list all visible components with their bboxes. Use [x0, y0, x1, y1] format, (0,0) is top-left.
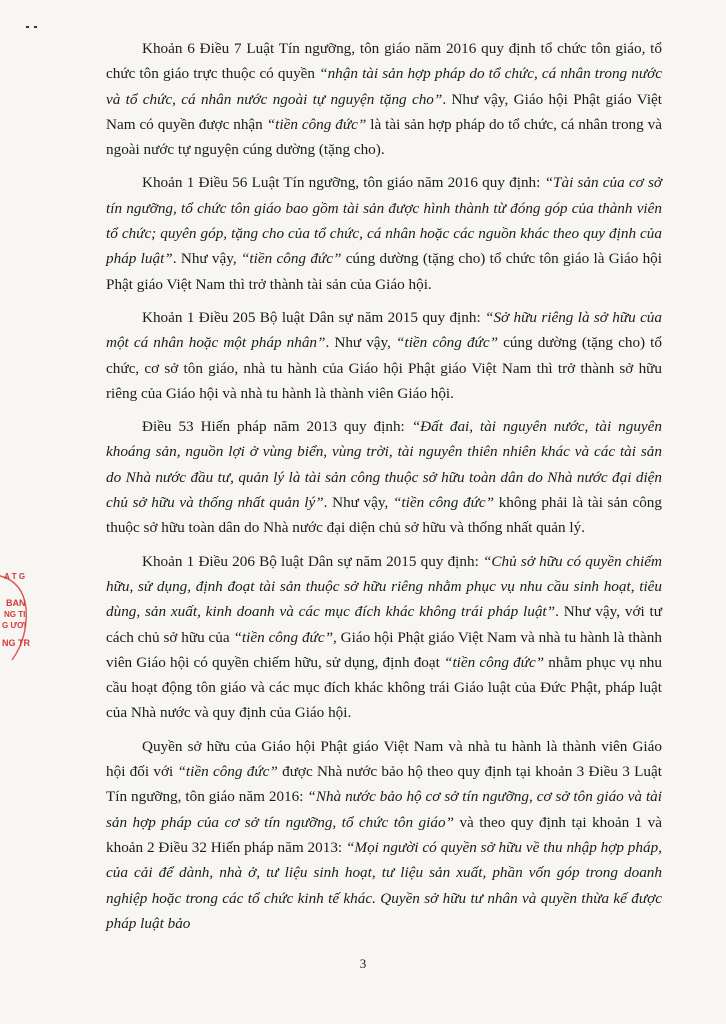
- body-text-segment: Khoản 1 Điều 206 Bộ luật Dân sự năm 2015 quy định:: [142, 552, 483, 570]
- body-text-segment: Quyền sở hữu của Giáo hội Phật giáo Việt Nam và nhà tu hành là thành viên Giáo hội đối với: [106, 737, 662, 781]
- page-number: 3: [359, 956, 367, 971]
- body-text-segment: . Như vậy,: [172, 250, 241, 268]
- quoted-text: “tiền công đức”: [266, 115, 367, 133]
- scan-mark: [26, 26, 42, 29]
- body-text-segment: Khoản 6 Điều 7 Luật Tín ngưỡng, tôn giáo năm 2016 quy định tổ chức tôn giáo, tổ chức tôn giáo trực thuộc có quyền: [106, 40, 662, 83]
- quoted-text: “tiền công đức”: [444, 653, 545, 671]
- quoted-text: “tiền công đức”: [396, 334, 499, 352]
- quoted-text: “tiền công đức”: [233, 628, 334, 646]
- red-seal-stamp: [0, 568, 30, 664]
- body-text-segment: Điều 53 Hiến pháp năm 2013 quy định:: [142, 418, 412, 436]
- body-text-segment: cúng dường (tặng cho) tổ chức, cơ sở tôn giáo, nhà tu hành của Giáo hội Phật giáo Việt Nam thì trở thành sở hữu riêng của Giáo hội và nhà tu hành là thành viên Giáo hội.: [106, 334, 662, 402]
- quoted-text: “Tài sản của cơ sở tín ngưỡng, tổ chức tôn giáo bao gồm tài sản được hình thành từ đóng góp của thành viên tổ chức; quyên góp, tặng cho của tổ chức, cá nhân hoặc các nguồn khác theo quy định của pháp luật”: [106, 174, 662, 268]
- body-text-segment: không phải là tài sản công thuộc sở hữu toàn dân do Nhà nước đại diện chủ sở hữu và thống nhất quản lý.: [106, 494, 662, 537]
- quoted-text: “Chủ sở hữu có quyền chiếm hữu, sử dụng, định đoạt tài sản thuộc sở hữu riêng nhằm phục vụ nhu cầu sinh hoạt, tiêu dùng, sản xuất, kinh doanh và các mục đích khác không trái pháp luật”: [106, 552, 662, 621]
- quoted-text: “Sở hữu riêng là sở hữu của một cá nhân hoặc một pháp nhân”: [106, 308, 662, 352]
- paragraph-1: [106, 36, 662, 162]
- body-text-segment: Khoản 1 Điều 56 Luật Tín ngưỡng, tôn giáo năm 2016 quy định:: [142, 174, 545, 192]
- stamp-line-4: G ƯƠI: [2, 621, 27, 630]
- paragraph-5: [106, 549, 662, 726]
- body-text-segment: . Như vậy,: [325, 334, 397, 352]
- body-text: [106, 36, 662, 944]
- body-text-segment: cúng dường (tặng cho) tổ chức tôn giáo là Giáo hội Phật giáo Việt Nam thì trở thành tài sản của Giáo hội.: [106, 250, 662, 293]
- paragraph-2: [106, 170, 662, 296]
- body-text-segment: nhằm phục vụ nhu cầu hoạt động tôn giáo và các mục đích khác không trái Giáo luật của Đức Phật, pháp luật của Nhà nước và quy định của Giáo hội.: [106, 653, 662, 722]
- quoted-text: “Đất đai, tài nguyên nước, tài nguyên khoáng sản, nguồn lợi ở vùng biển, vùng trời, tài nguyên thiên nhiên khác và các tài sản do Nhà nước đầu tư, quản lý là tài sản công thuộc sở hữu toàn dân do Nhà nước đại diện chủ sở hữu và thống nhất quản lý”: [106, 418, 662, 512]
- body-text-segment: . Như vậy, với tư cách chủ sở hữu của: [106, 603, 662, 646]
- body-text-segment: , Giáo hội Phật giáo Việt Nam và nhà tu hành là thành viên Giáo hội có quyền chiếm hữu, sử dụng, định đoạt: [106, 628, 662, 671]
- quoted-text: “Nhà nước bảo hộ cơ sở tín ngưỡng, cơ sở tôn giáo và tài sản hợp pháp của cơ sở tín ngưỡng, tổ chức tôn giáo”: [106, 788, 662, 831]
- stamp-line-1: A T G: [4, 572, 26, 581]
- body-text-segment: Khoản 1 Điều 205 Bộ luật Dân sự năm 2015 quy định:: [142, 308, 486, 326]
- paragraph-4: [106, 414, 662, 540]
- paragraph-3: [106, 305, 662, 406]
- quoted-text: “tiền công đức”: [177, 763, 278, 781]
- body-text-segment: và theo quy định tại khoản 1 và khoản 2 Điều 32 Hiến pháp năm 2013:: [106, 813, 662, 856]
- quoted-text: “nhận tài sản hợp pháp do tổ chức, cá nhân trong nước và tổ chức, cá nhân nước ngoài tự nguyện tặng cho”: [106, 65, 662, 108]
- stamp-line-2: BAN: [6, 598, 26, 608]
- body-text-segment: là tài sản hợp pháp do tổ chức, cá nhân trong và ngoài nước tự nguyện cúng dường (tặng cho).: [106, 115, 662, 159]
- quoted-text: “tiền công đức”: [240, 250, 342, 268]
- stamp-line-3: NG TI: [4, 610, 26, 619]
- quoted-text: “Mọi người có quyền sở hữu về thu nhập hợp pháp, của cải để dành, nhà ở, tư liệu sinh hoạt, tư liệu sản xuất, phần vốn góp trong doanh nghiệp hoặc trong các tổ chức kinh tế khác. Quyền sở hữu tư nhân và quyền thừa kế được pháp luật bảo: [106, 838, 662, 932]
- stamp-line-5: NG TR: [2, 638, 30, 648]
- body-text-segment: . Như vậy,: [323, 494, 393, 512]
- paragraph-6: [106, 734, 662, 936]
- body-text-segment: . Như vậy, Giáo hội Phật giáo Việt Nam có quyền được nhận: [106, 90, 662, 133]
- body-text-segment: được Nhà nước bảo hộ theo quy định tại khoản 3 Điều 3 Luật Tín ngưỡng, tôn giáo năm 2016:: [106, 763, 662, 806]
- quoted-text: “tiền công đức”: [392, 494, 495, 512]
